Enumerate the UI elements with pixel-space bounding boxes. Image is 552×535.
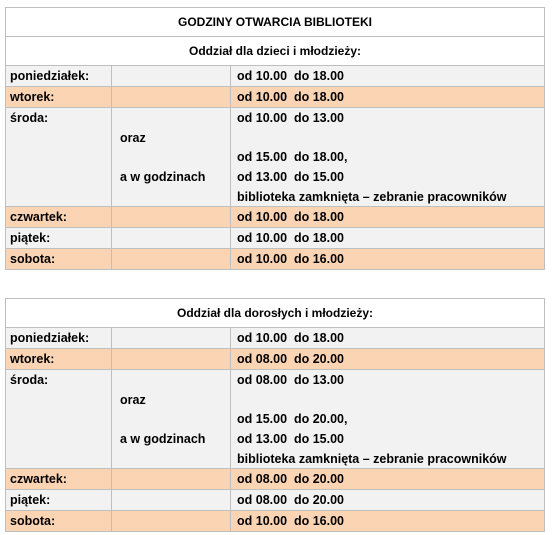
hours-line: od 15.00 do 18.00, — [237, 150, 348, 165]
day-label: poniedziałek: — [10, 331, 90, 345]
day-label: czwartek: — [10, 210, 67, 225]
hours-table — [5, 65, 545, 270]
day-label: wtorek: — [10, 352, 55, 366]
children-branch-block — [5, 7, 545, 270]
note-line — [120, 511, 230, 531]
day-label: wtorek: — [10, 90, 55, 104]
day-cell — [6, 490, 112, 511]
day-label: piątek: — [10, 493, 51, 508]
day-label: piątek: — [10, 231, 51, 246]
hours-line: od 10.00 do 13.00 — [237, 111, 344, 125]
hours-cell — [231, 328, 545, 349]
hours-line: biblioteka zamknięta – zebranie pracowników — [237, 189, 507, 204]
note-line — [120, 87, 230, 107]
table-row — [6, 469, 545, 490]
hours-line: od 13.00 do 15.00 — [237, 170, 344, 185]
day-cell — [6, 249, 112, 270]
hours-cell — [231, 108, 545, 207]
table-row — [6, 108, 545, 207]
note-cell — [112, 207, 231, 228]
hours-line — [237, 390, 544, 410]
note-line — [120, 349, 230, 369]
hours-line: biblioteka zamknięta – zebranie pracowników — [237, 451, 507, 466]
note-cell — [112, 66, 231, 87]
hours-cell — [231, 87, 545, 108]
note-cell — [112, 349, 231, 370]
note-line — [120, 228, 230, 248]
note-cell — [112, 511, 231, 532]
hours-cell — [231, 469, 545, 490]
hours-line: od 08.00 do 20.00 — [237, 472, 344, 487]
hours-line: od 10.00 do 16.00 — [237, 514, 344, 529]
note-line — [120, 108, 230, 128]
note-cell — [112, 328, 231, 349]
note-cell — [112, 249, 231, 270]
hours-line: od 10.00 do 18.00 — [237, 90, 344, 104]
hours-cell — [231, 511, 545, 532]
note-line: a w godzinach — [120, 432, 206, 447]
day-cell — [6, 207, 112, 228]
hours-line: od 08.00 do 13.00 — [237, 373, 344, 387]
hours-cell — [231, 490, 545, 511]
note-line — [120, 187, 230, 207]
note-cell — [112, 228, 231, 249]
table-row — [6, 228, 545, 249]
hours-line: od 10.00 do 16.00 — [237, 252, 344, 267]
table-row — [6, 328, 545, 349]
note-line — [120, 409, 230, 429]
day-cell — [6, 228, 112, 249]
day-cell — [6, 349, 112, 370]
hours-line — [237, 128, 544, 148]
day-label: czwartek: — [10, 472, 67, 487]
table-row — [6, 490, 545, 511]
branch-title: Oddział dla dorosłych i młodzieży: — [5, 298, 545, 327]
note-cell — [112, 469, 231, 490]
note-line — [120, 249, 230, 269]
hours-cell — [231, 228, 545, 249]
table-row — [6, 511, 545, 532]
table-row — [6, 66, 545, 87]
table-row — [6, 87, 545, 108]
day-cell — [6, 328, 112, 349]
note-cell — [112, 490, 231, 511]
note-cell — [112, 87, 231, 108]
note-cell — [112, 108, 231, 207]
hours-line: od 10.00 do 18.00 — [237, 331, 344, 345]
day-label: sobota: — [10, 514, 56, 529]
main-title: GODZINY OTWARCIA BIBLIOTEKI — [5, 7, 545, 36]
day-label: środa: — [10, 111, 49, 125]
hours-line: od 10.00 do 18.00 — [237, 231, 344, 246]
day-cell — [6, 469, 112, 490]
hours-line: od 13.00 do 15.00 — [237, 432, 344, 447]
day-label: poniedziałek: — [10, 69, 90, 83]
hours-line: od 10.00 do 18.00 — [237, 210, 344, 225]
hours-cell — [231, 370, 545, 469]
hours-line: od 08.00 do 20.00 — [237, 493, 344, 508]
table-row — [6, 207, 545, 228]
hours-line: od 08.00 do 20.00 — [237, 352, 344, 366]
day-cell — [6, 66, 112, 87]
hours-cell — [231, 207, 545, 228]
hours-cell — [231, 349, 545, 370]
hours-cell — [231, 66, 545, 87]
note-line — [120, 147, 230, 167]
table-row — [6, 370, 545, 469]
day-cell — [6, 511, 112, 532]
note-line: oraz — [120, 130, 146, 145]
note-line — [120, 207, 230, 227]
note-line — [120, 66, 230, 86]
table-row — [6, 349, 545, 370]
day-label: sobota: — [10, 252, 56, 267]
note-cell — [112, 370, 231, 469]
branch-title: Oddział dla dzieci i młodzieży: — [5, 36, 545, 65]
note-line — [120, 449, 230, 469]
hours-table — [5, 327, 545, 532]
note-line: oraz — [120, 392, 146, 407]
day-label: środa: — [10, 373, 49, 387]
note-line — [120, 490, 230, 510]
day-cell — [6, 87, 112, 108]
hours-line: od 10.00 do 18.00 — [237, 69, 344, 83]
day-cell — [6, 108, 112, 207]
note-line — [120, 328, 230, 348]
note-line — [120, 370, 230, 390]
hours-line: od 15.00 do 20.00, — [237, 412, 348, 427]
note-line — [120, 469, 230, 489]
day-cell — [6, 370, 112, 469]
note-line: a w godzinach — [120, 170, 206, 185]
adults-branch-block — [5, 298, 545, 532]
hours-cell — [231, 249, 545, 270]
table-row — [6, 249, 545, 270]
